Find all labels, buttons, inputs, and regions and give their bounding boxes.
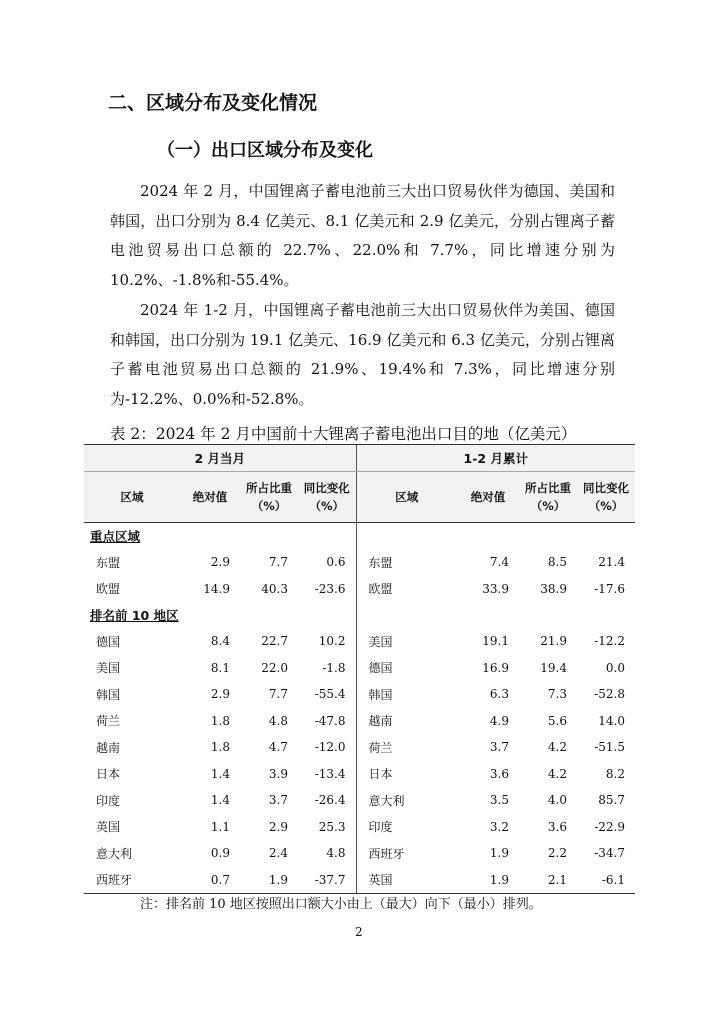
- change-value: -34.7: [594, 846, 625, 861]
- column-header-region: 区域: [84, 472, 180, 523]
- change-value: -13.4: [314, 766, 346, 781]
- region-name: 印度: [356, 814, 457, 841]
- table-caption: 表 2：2024 年 2 月中国前十大锂离子蓄电池出口目的地（亿美元）: [110, 425, 577, 443]
- region-name: 美国: [356, 628, 457, 655]
- section-row-key-regions: [84, 523, 635, 550]
- table-row: [84, 549, 635, 576]
- change-value: -6.1: [577, 867, 635, 894]
- table-row: [84, 840, 635, 867]
- absolute-value: 1.8: [210, 740, 230, 755]
- absolute-value: 3.7: [489, 740, 509, 755]
- share-value: 5.6: [547, 713, 567, 728]
- absolute-value: 19.1: [482, 634, 509, 649]
- table-row: [84, 708, 635, 735]
- table-row: [84, 761, 635, 788]
- column-header-share: 所占比重 （%）: [240, 472, 298, 523]
- absolute-value: 1.4: [210, 766, 230, 781]
- change-value: 0.0: [605, 660, 625, 675]
- change-value: -51.5: [594, 740, 625, 755]
- group-header-cumulative: 1-2 月累计: [356, 445, 635, 472]
- region-name: 韩国: [96, 687, 121, 702]
- absolute-value: 3.2: [489, 819, 509, 834]
- change-value: -47.8: [314, 713, 346, 728]
- change-value: 25.3: [318, 819, 346, 834]
- change-value: -12.0: [314, 740, 346, 755]
- absolute-value: 16.9: [482, 660, 509, 675]
- absolute-value: 4.9: [489, 713, 509, 728]
- page-number: 2: [355, 925, 363, 939]
- share-value: 3.7: [268, 793, 288, 808]
- absolute-value: 14.9: [203, 581, 230, 596]
- paragraph-february: 2024 年 2 月，中国锂离子蓄电池前三大出口贸易伙伴为德国、美国和韩国，出口分别为 8.4 亿美元、8.1 亿美元和 2.9 亿美元，分别占锂离子蓄电池贸易出口总额的 22.7%、22.0%和 7.7%，同比增速分别为 10.2%、-1.8%和-55.4%。: [110, 182, 615, 289]
- share-value: 2.1: [519, 867, 577, 894]
- region-name: 西班牙: [84, 867, 180, 894]
- share-value: 22.0: [261, 660, 288, 675]
- table-row: [84, 655, 635, 682]
- region-name: 意大利: [96, 846, 133, 861]
- region-name: 荷兰: [356, 734, 457, 761]
- subsection-heading: （一）出口区域分布及变化: [157, 140, 373, 161]
- region-name: 美国: [96, 661, 121, 676]
- share-value: 3.9: [268, 766, 288, 781]
- absolute-value: 2.9: [210, 555, 230, 570]
- share-value: 2.2: [547, 846, 567, 861]
- column-header-change: 同比变化 （%）: [298, 472, 356, 523]
- column-header-region: 区域: [356, 472, 457, 523]
- share-value: 4.0: [547, 793, 567, 808]
- table-row: [84, 814, 635, 841]
- region-name: 越南: [96, 740, 121, 755]
- section-label: 重点区域: [90, 529, 141, 544]
- share-value: 4.2: [547, 766, 567, 781]
- section-row-top10: [84, 602, 635, 628]
- share-value: 4.2: [547, 740, 567, 755]
- paragraph-jan-feb: 2024 年 1-2 月，中国锂离子蓄电池前三大出口贸易伙伴为美国、德国和韩国，出口分别为 19.1 亿美元、16.9 亿美元和 6.3 亿美元，分别占锂离子蓄电池贸易出口总额的 21.9%、19.4%和 7.3%，同比增速分别为-12.2%、0.0%和-52.8%。: [110, 301, 615, 408]
- change-value: -23.6: [314, 581, 346, 596]
- region-name: 韩国: [356, 681, 457, 708]
- region-name: 德国: [96, 634, 121, 649]
- absolute-value: 3.5: [489, 793, 509, 808]
- section-label: 排名前 10 地区: [90, 608, 179, 623]
- change-value: -1.8: [322, 660, 346, 675]
- change-value: 14.0: [598, 713, 625, 728]
- share-value: 40.3: [261, 581, 288, 596]
- share-value: 38.9: [540, 581, 567, 596]
- absolute-value: 8.4: [210, 634, 230, 649]
- region-name: 欧盟: [356, 576, 457, 603]
- share-value: 7.3: [547, 687, 567, 702]
- region-name: 意大利: [356, 787, 457, 814]
- change-value: 21.4: [598, 555, 625, 570]
- table-row: [84, 734, 635, 761]
- share-value: 21.9: [540, 634, 567, 649]
- share-value: 1.9: [240, 867, 298, 894]
- export-destination-table: [84, 444, 635, 894]
- share-value: 7.7: [268, 555, 288, 570]
- share-value: 8.5: [547, 555, 567, 570]
- change-value: -17.6: [594, 581, 625, 596]
- share-value: 7.7: [268, 687, 288, 702]
- share-value: 3.6: [547, 819, 567, 834]
- share-value: 2.4: [268, 846, 288, 861]
- region-name: 荷兰: [96, 714, 121, 729]
- absolute-value: 1.8: [210, 713, 230, 728]
- absolute-value: 0.7: [180, 867, 240, 894]
- change-value: -12.2: [594, 634, 625, 649]
- table-row: [84, 628, 635, 655]
- column-header-absolute: 绝对值: [457, 472, 519, 523]
- absolute-value: 8.1: [210, 660, 230, 675]
- change-value: 8.2: [605, 766, 625, 781]
- absolute-value: 1.4: [210, 793, 230, 808]
- table-row: [84, 867, 635, 894]
- share-value: 4.7: [268, 740, 288, 755]
- absolute-value: 3.6: [489, 766, 509, 781]
- change-value: 0.6: [326, 555, 346, 570]
- column-header-share: 所占比重 （%）: [519, 472, 577, 523]
- group-header-month: 2 月当月: [84, 445, 356, 472]
- absolute-value: 7.4: [489, 555, 509, 570]
- column-header-absolute: 绝对值: [180, 472, 240, 523]
- region-name: 日本: [356, 761, 457, 788]
- absolute-value: 1.9: [457, 867, 519, 894]
- change-value: 10.2: [318, 634, 346, 649]
- table-row: [84, 576, 635, 603]
- absolute-value: 2.9: [210, 687, 230, 702]
- region-name: 英国: [96, 820, 121, 835]
- share-value: 4.8: [268, 713, 288, 728]
- absolute-value: 1.1: [210, 819, 230, 834]
- section-heading: 二、区域分布及变化情况: [108, 92, 318, 114]
- region-name: 英国: [356, 867, 457, 894]
- table-row: [84, 787, 635, 814]
- share-value: 2.9: [268, 819, 288, 834]
- change-value: 4.8: [326, 846, 346, 861]
- share-value: 22.7: [261, 634, 288, 649]
- absolute-value: 1.9: [489, 846, 509, 861]
- region-name: 德国: [356, 655, 457, 682]
- change-value: -22.9: [594, 819, 625, 834]
- share-value: 19.4: [540, 660, 567, 675]
- table-note: 注：排名前 10 地区按照出口额大小由上（最大）向下（最小）排列。: [140, 897, 542, 912]
- absolute-value: 33.9: [482, 581, 509, 596]
- change-value: -26.4: [314, 793, 346, 808]
- table-row: [84, 681, 635, 708]
- region-name: 东盟: [356, 549, 457, 576]
- region-name: 欧盟: [96, 582, 121, 597]
- region-name: 西班牙: [356, 840, 457, 867]
- region-name: 东盟: [96, 555, 121, 570]
- change-value: -55.4: [314, 687, 346, 702]
- absolute-value: 0.9: [210, 846, 230, 861]
- column-header-change: 同比变化 （%）: [577, 472, 635, 523]
- change-value: -37.7: [298, 867, 356, 894]
- change-value: 85.7: [598, 793, 625, 808]
- region-name: 印度: [96, 793, 121, 808]
- absolute-value: 6.3: [489, 687, 509, 702]
- change-value: -52.8: [594, 687, 625, 702]
- region-name: 日本: [96, 767, 121, 782]
- region-name: 越南: [356, 708, 457, 735]
